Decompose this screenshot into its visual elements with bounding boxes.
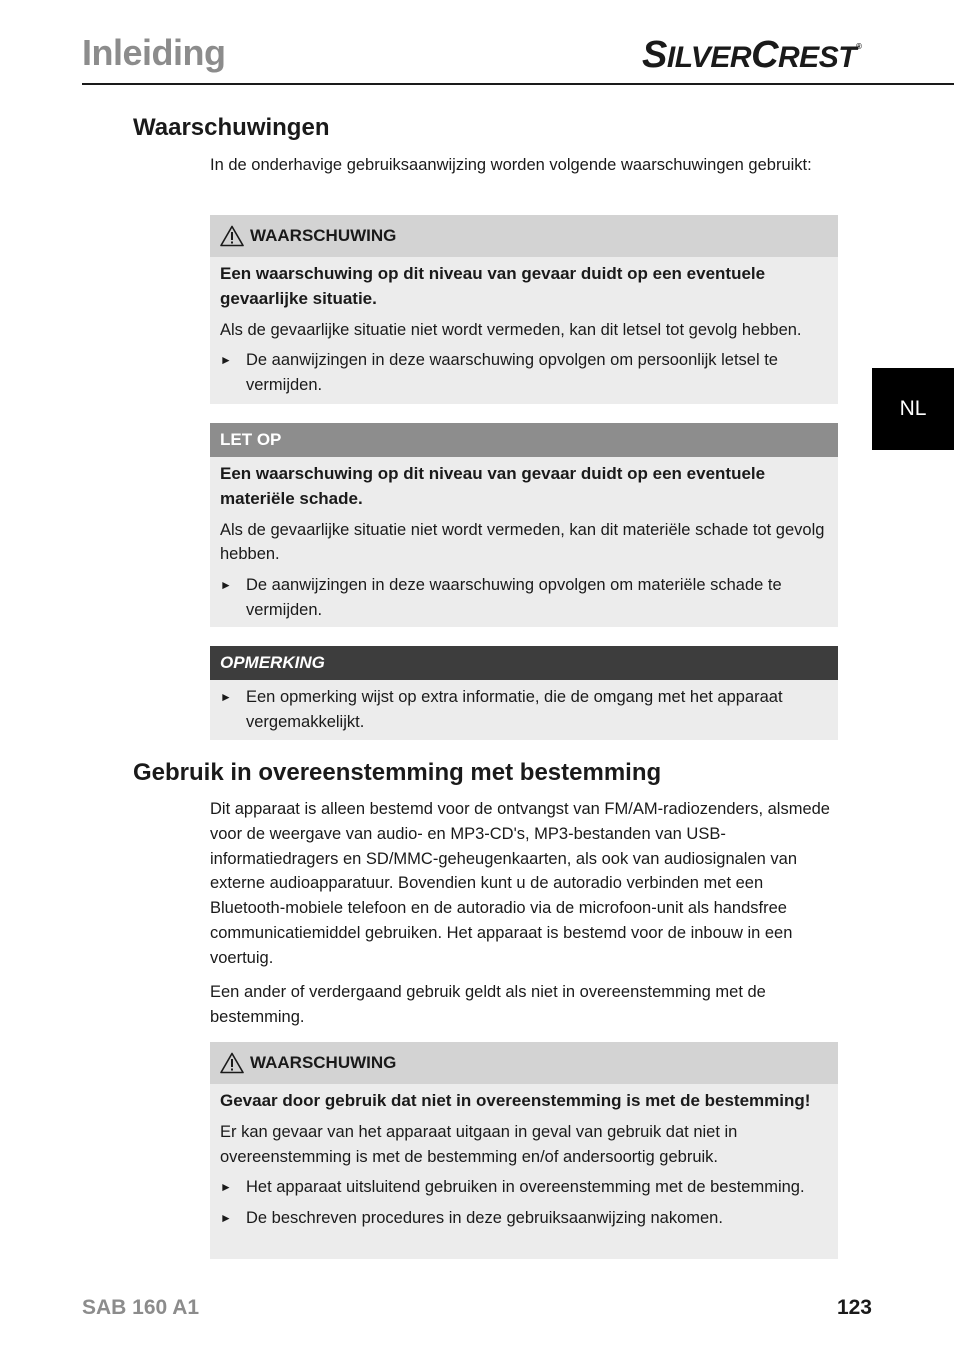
section-heading-intended-use: Gebruik in overeenstemming met bestemming xyxy=(133,759,662,786)
warning-box-header xyxy=(210,1042,838,1084)
other-use-paragraph: Een ander of verdergaand gebruik geldt als niet in overeenstemming met de bestemming. xyxy=(210,983,766,1026)
footer-model-number: SAB 160 A1 xyxy=(82,1296,200,1319)
list-item: ► De beschreven procedures in deze gebruiksaanwijzing nakomen. xyxy=(220,1206,828,1231)
section-intro: In de onderhavige gebruiksaanwijzing worden volgende waarschuwingen gebruikt: xyxy=(210,156,812,174)
warning-label: WAARSCHUWING xyxy=(250,1053,397,1072)
arrow-right-icon: ► xyxy=(220,1211,232,1226)
note-box-header xyxy=(210,646,838,680)
brand-logo: SILVERCREST® xyxy=(642,34,862,76)
header-divider xyxy=(82,83,954,85)
warning-triangle-icon xyxy=(220,225,244,247)
list-item: ► Het apparaat uitsluitend gebruiken in overeenstemming met de bestemming. xyxy=(220,1175,828,1200)
intended-use-paragraph: Dit apparaat is alleen bestemd voor de ontvangst van FM/AM-radiozenders, alsmede voor de weergave van audio- en MP3-CD's, MP3-bestanden van USB-informatiedragers en SD/MMC-geheugenkaarten, als ook van audiosignalen van externe audioapparatuur. Bovendien kunt u de autoradio verbinden met een Bluetooth-mobiele telefoon en de autoradio via de microfoon-unit als handsfree communicatiemiddel gebruiken. Het apparaat is bestemd voor de inbouw in een voertuig. xyxy=(210,800,830,967)
caution-box-header xyxy=(210,423,838,457)
note-label: OPMERKING xyxy=(220,653,325,672)
list-item: ► Een opmerking wijst op extra informatie, die de omgang met het apparaat vergemakkelijkt. xyxy=(220,685,828,735)
warning-box-header xyxy=(210,215,838,257)
arrow-right-icon: ► xyxy=(220,690,232,704)
caution-text: Als de gevaarlijke situatie niet wordt vermeden, kan dit materiële schade tot gevolg hebben. xyxy=(220,520,825,564)
warning-box xyxy=(210,215,838,404)
warning-text: Als de gevaarlijke situatie niet wordt vermeden, kan dit letsel tot gevolg hebben. xyxy=(220,320,802,339)
list-item: ► De aanwijzingen in deze waarschuwing opvolgen om materiële schade te vermijden. xyxy=(220,573,828,623)
language-tab: NL xyxy=(872,368,954,450)
page-number: 123 xyxy=(836,1296,872,1319)
arrow-right-icon: ► xyxy=(220,1180,232,1195)
section-heading-warnings: Waarschuwingen xyxy=(133,114,330,141)
warning-bold-text: Gevaar door gebruik dat niet in overeenstemming is met de bestemming! xyxy=(220,1091,811,1110)
warning-bold-text: Een waarschuwing op dit niveau van gevaar duidt op een eventuele gevaarlijke situatie. xyxy=(220,264,766,308)
warning-text: Er kan gevaar van het apparaat uitgaan in geval van gebruik dat niet in overeenstemming is met de bestemming en/of andersoortig gebruik. xyxy=(220,1122,738,1166)
warning-triangle-icon xyxy=(220,1052,244,1074)
note-box xyxy=(210,646,838,740)
warning-label: WAARSCHUWING xyxy=(250,226,397,245)
list-item: ► De aanwijzingen in deze waarschuwing opvolgen om persoonlijk letsel te vermijden. xyxy=(220,348,828,398)
caution-bold-text: Een waarschuwing op dit niveau van gevaar duidt op een eventuele materiële schade. xyxy=(220,464,766,508)
arrow-right-icon: ► xyxy=(220,578,232,593)
warning-box xyxy=(210,1042,838,1259)
arrow-right-icon: ► xyxy=(220,353,232,368)
caution-box xyxy=(210,423,838,627)
caution-label: LET OP xyxy=(220,430,282,449)
page-title: Inleiding xyxy=(82,32,226,73)
